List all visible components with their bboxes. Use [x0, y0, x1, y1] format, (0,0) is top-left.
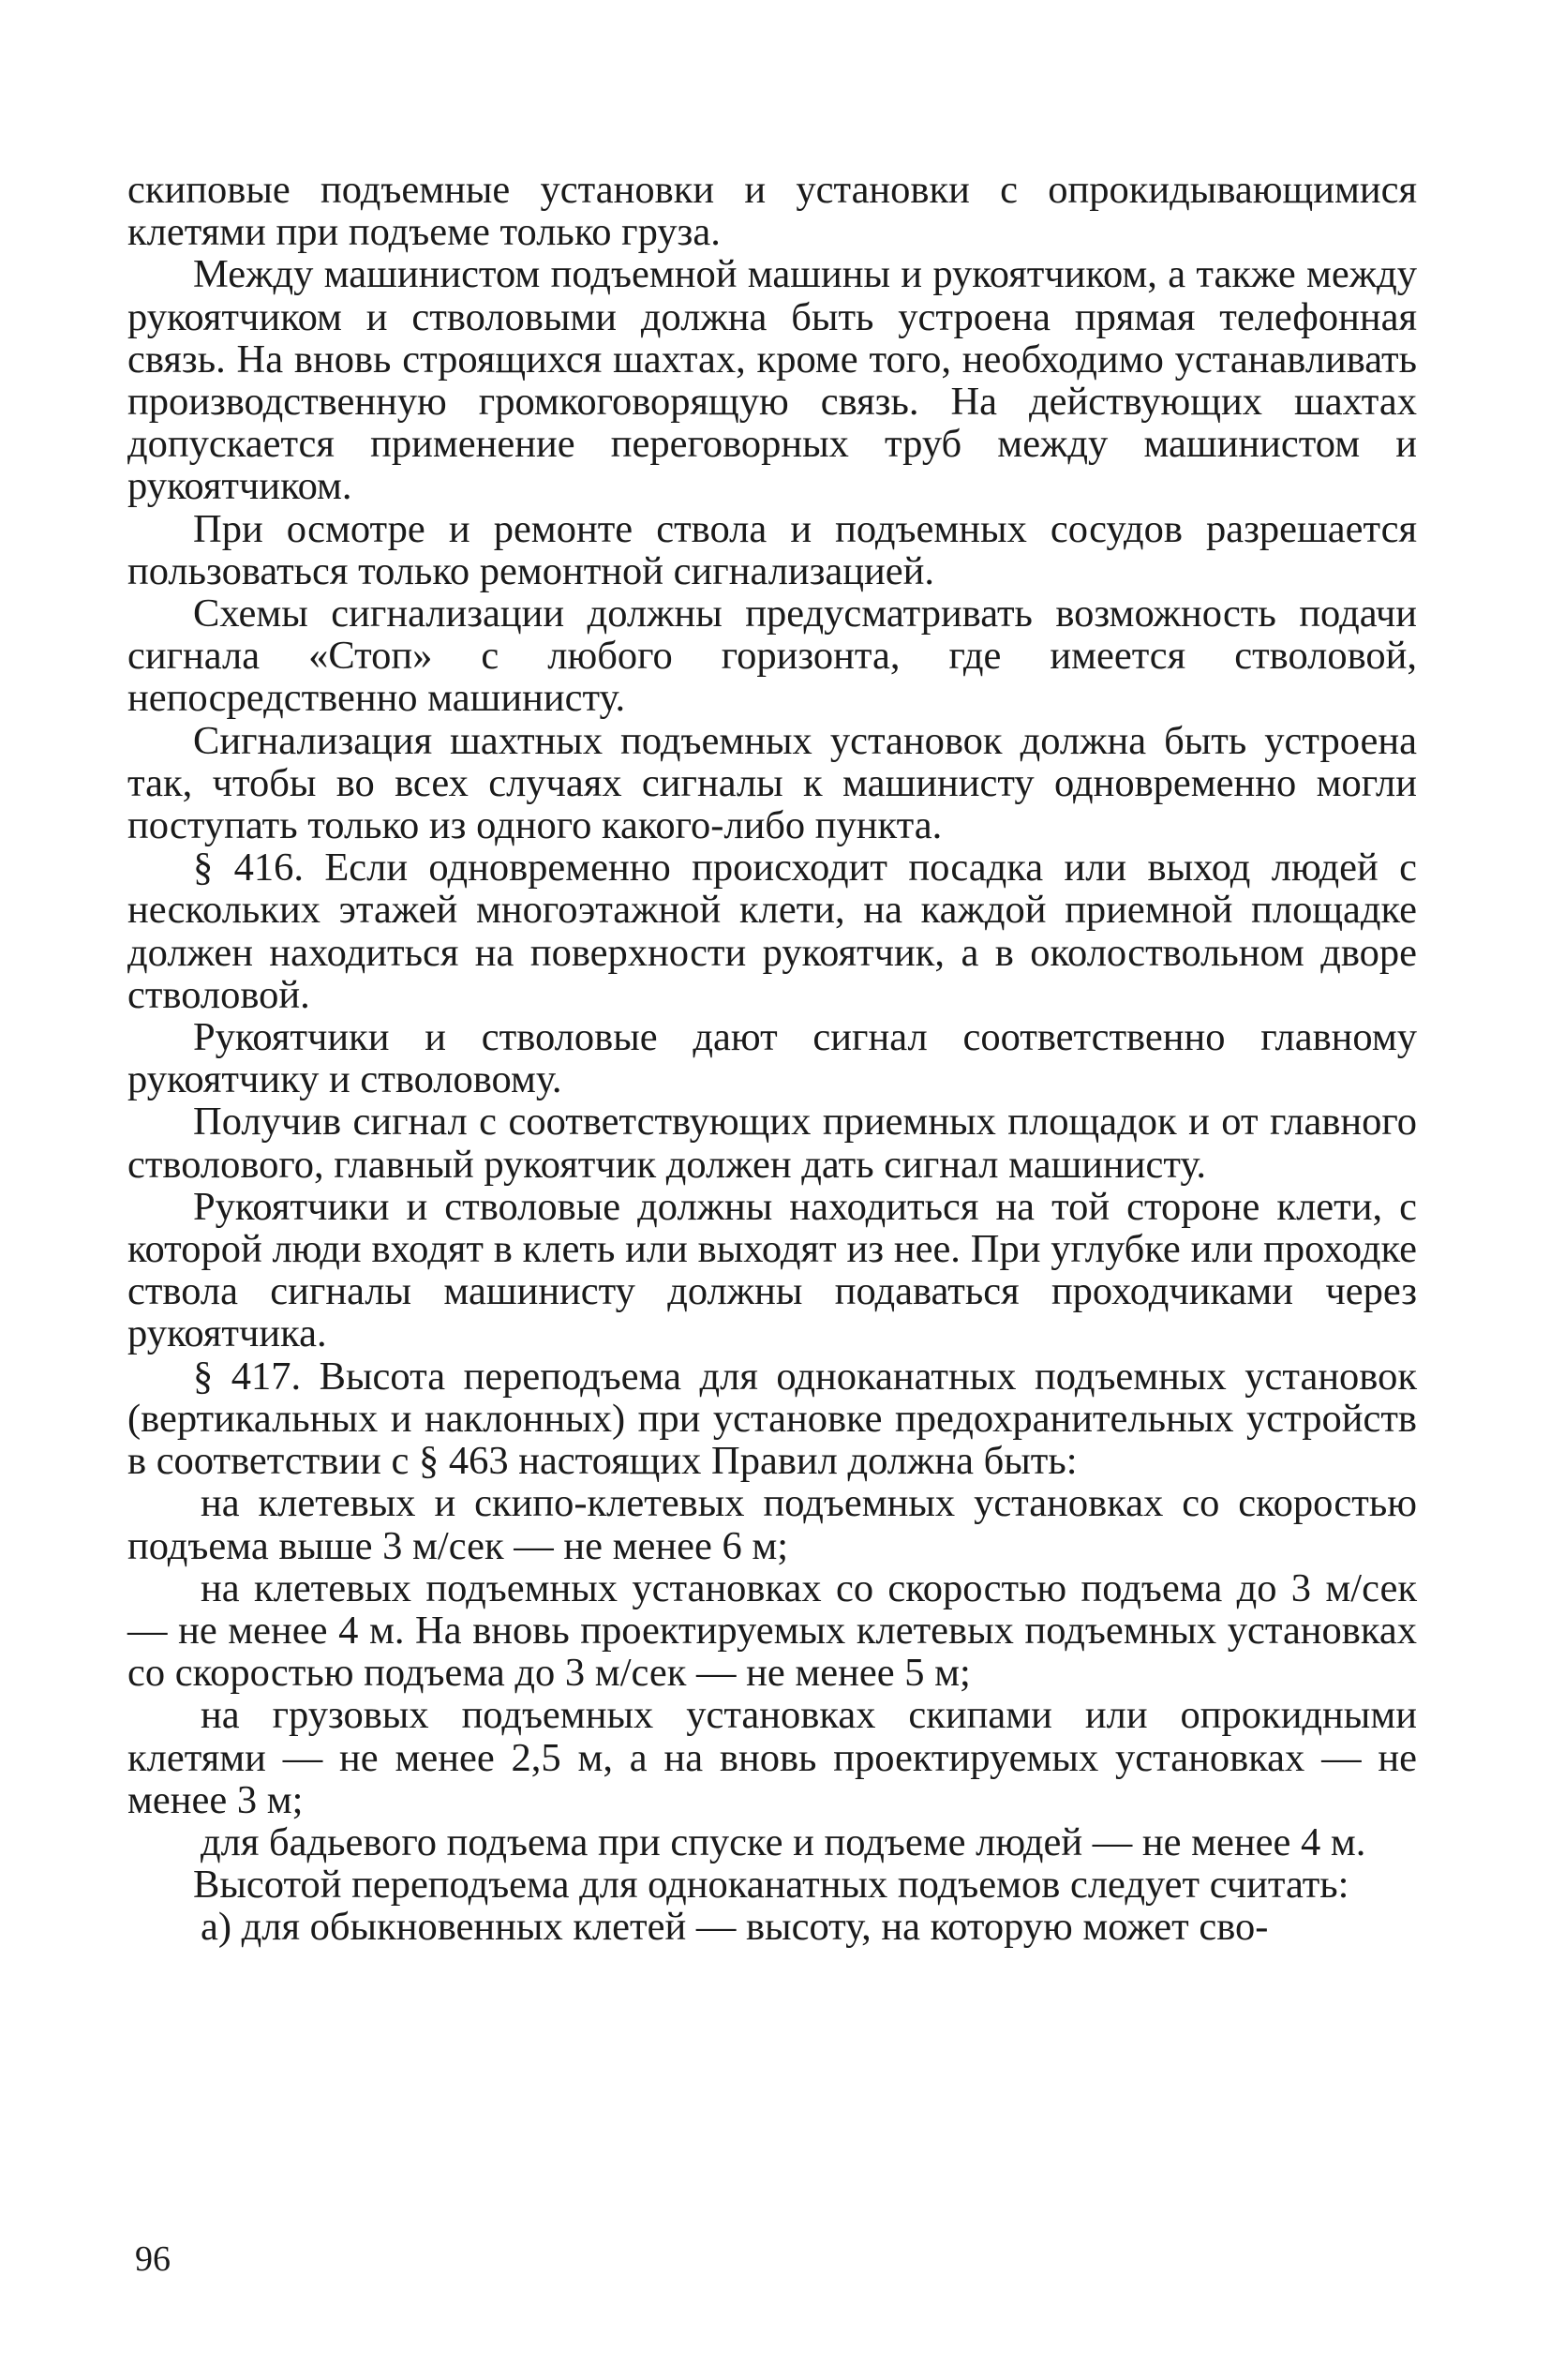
paragraph-1: скиповые подъемные установки и установки с опрокидывающимися клетями при подъеме только груза.	[127, 168, 1417, 255]
paragraph-11: на клетевых и скипо-клетевых подъемных установках со скоростью подъема выше 3 м/сек — не менее 6 м;	[127, 1481, 1417, 1568]
paragraph-15: Высотой переподъема для одноканатных подъемов следует считать:	[193, 1863, 1349, 1908]
paragraph-12: на клетевых подъемных установках со скоростью подъема до 3 м/сек — не менее 4 м. На вновь проектируемых клетевых подъемных установках со скоростью подъема до 3 м/сек — не менее 5 м;	[127, 1565, 1417, 1696]
paragraph-2: Между машинистом подъемной машины и рукоятчиком, а также между рукоятчиком и стволовыми должна быть устроена прямая телефонная связь. На вновь строящихся шахтах, кроме того, необходимо устанавливать производственную громкоговорящую связь. На действующих шахтах допускается применение переговорных труб между машинистом и рукоятчиком.	[127, 252, 1417, 509]
page-number: 96	[135, 2239, 171, 2279]
body-text	[127, 169, 1417, 1949]
paragraph-3: При осмотре и ремонте ствола и подъемных сосудов разрешается пользоваться только ремонтной сигнализацией.	[127, 506, 1417, 593]
paragraph-16: а) для обыкновенных клетей — высоту, на которую может сво-	[201, 1905, 1269, 1950]
paragraph-7: Рукоятчики и стволовые дают сигнал соответственно главному рукоятчику и стволовому.	[127, 1015, 1417, 1102]
paragraph-10: § 417. Высота переподъема для одноканатных подъемных установок (вертикальных и наклонных) при установке предохранительных устройств в соответствии с § 463 настоящих Правил должна быть:	[127, 1354, 1417, 1484]
paragraph-4: Схемы сигнализации должны предусматривать возможность подачи сигнала «Стоп» с любого горизонта, где имеется стволовой, непосредственно машинисту.	[127, 591, 1417, 721]
paragraph-13: на грузовых подъемных установках скипами или опрокидными клетями — не менее 2,5 м, а на вновь проектируемых установках — не менее 3 м;	[127, 1693, 1417, 1822]
paragraph-8: Получив сигнал с соответствующих приемных площадок и от главного стволового, главный рукоятчик должен дать сигнал машинисту.	[127, 1100, 1417, 1187]
paragraph-5: Сигнализация шахтных подъемных установок должна быть устроена так, чтобы во всех случаях сигналы к машинисту одновременно могли поступать только из одного какого-либо пункта.	[127, 718, 1417, 848]
paragraph-6: § 416. Если одновременно происходит посадка или выход людей с нескольких этажей многоэтажной клети, на каждой приемной площадке должен находиться на поверхности рукоятчик, а в околоствольном дворе стволовой.	[127, 846, 1417, 1017]
paragraph-9: Рукоятчики и стволовые должны находиться на той стороне клети, с которой люди входят в клеть или выходят из нее. При углубке или проходке ствола сигналы машинисту должны подаваться проходчиками через рукоятчика.	[127, 1184, 1417, 1356]
paragraph-14: для бадьевого подъема при спуске и подъеме людей — не менее 4 м.	[201, 1819, 1366, 1864]
